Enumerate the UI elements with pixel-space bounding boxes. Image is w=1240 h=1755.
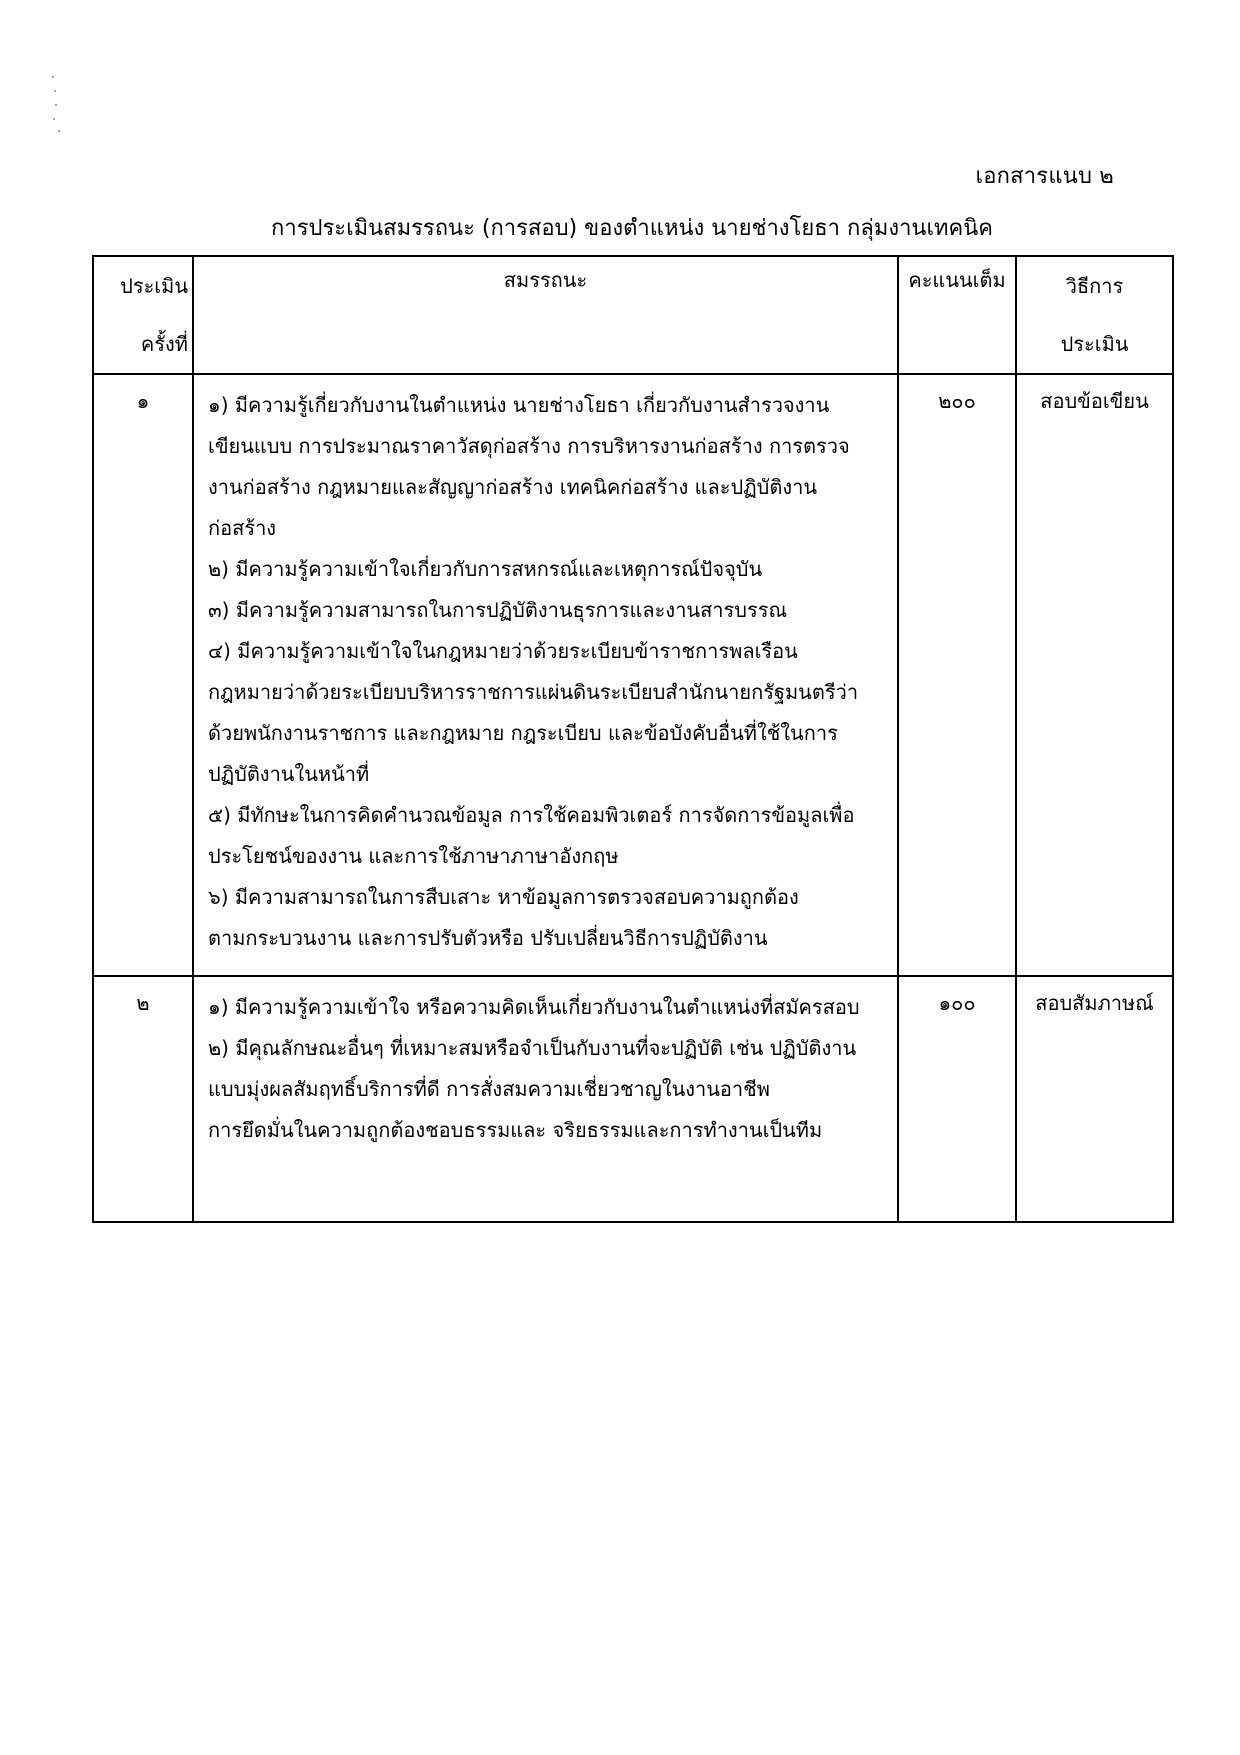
round-number: ๑ xyxy=(93,374,193,976)
competency-line: ๑) มีความรู้ความเข้าใจ หรือความคิดเห็นเกี่ยวกับงานในตำแหน่งที่สมัครสอบ xyxy=(208,995,860,1019)
assessment-method: สอบข้อเขียน xyxy=(1016,374,1173,976)
full-score-value: ๑๐๐ xyxy=(898,976,1016,1222)
competency-line: แบบมุ่งผลสัมฤทธิ์บริการที่ดี การสั่งสมความเชี่ยวชาญในงานอาชีพ xyxy=(208,1077,770,1101)
competency-line: ๑) มีความรู้เกี่ยวกับงานในตำแหน่ง นายช่างโยธา เกี่ยวกับงานสำรวจงาน xyxy=(208,393,830,417)
competency-line: ด้วยพนักงานราชการ และกฎหมาย กฎระเบียบ และข้อบังคับอื่นที่ใช้ในการ xyxy=(208,721,838,745)
header-round xyxy=(93,256,193,374)
scan-speck xyxy=(58,130,60,132)
competency-line: ตามกระบวนงาน และการปรับตัวหรือ ปรับเปลี่ยนวิธีการปฏิบัติงาน xyxy=(208,926,768,950)
header-competency: สมรรถนะ xyxy=(193,256,898,374)
competency-line: การยึดมั่นในความถูกต้องชอบธรรมและ จริยธรรมและการทำงานเป็นทีม xyxy=(208,1118,823,1142)
scan-speck xyxy=(54,90,56,92)
competency-line: งานก่อสร้าง กฎหมายและสัญญาก่อสร้าง เทคนิคก่อสร้าง และปฏิบัติงาน xyxy=(208,475,818,499)
attachment-label: เอกสารแนบ ๒ xyxy=(975,164,1114,189)
competency-line: ก่อสร้าง xyxy=(208,516,277,540)
table-row xyxy=(93,976,1173,1222)
competency-line: ๒) มีคุณลักษณะอื่นๆ ที่เหมาะสมหรือจำเป็นกับงานที่จะปฏิบัติ เช่น ปฏิบัติงาน xyxy=(208,1036,857,1060)
competency-line: ประโยชน์ของงาน และการใช้ภาษาภาษาอังกฤษ xyxy=(208,844,619,868)
table-row xyxy=(93,374,1173,976)
scan-speck xyxy=(52,76,54,78)
scan-speck xyxy=(55,104,57,106)
header-full-score: คะแนนเต็ม xyxy=(898,256,1016,374)
assessment-method: สอบสัมภาษณ์ xyxy=(1016,976,1173,1222)
round-number: ๒ xyxy=(93,976,193,1222)
competency-line: ๔) มีความรู้ความเข้าใจในกฎหมายว่าด้วยระเบียบข้าราชการพลเรือน xyxy=(208,639,798,663)
competency-list xyxy=(193,374,898,976)
competency-line: เขียนแบบ การประมาณราคาวัสดุก่อสร้าง การบริหารงานก่อสร้าง การตรวจ xyxy=(208,434,850,458)
header-method xyxy=(1016,256,1173,374)
competency-table xyxy=(92,255,1174,1223)
header-round-line2: ครั้งที่ xyxy=(140,332,188,356)
document-title: การประเมินสมรรถนะ (การสอบ) ของตำแหน่ง นายช่างโยธา กลุ่มงานเทคนิค xyxy=(271,216,993,241)
header-method-line2: ประเมิน xyxy=(1060,332,1129,356)
competency-line: ๓) มีความรู้ความสามารถในการปฏิบัติงานธุรการและงานสารบรรณ xyxy=(208,598,788,622)
full-score-value: ๒๐๐ xyxy=(898,374,1016,976)
competency-line: ๖) มีความสามารถในการสืบเสาะ หาข้อมูลการตรวจสอบความถูกต้อง xyxy=(208,885,799,909)
competency-line: ปฏิบัติงานในหน้าที่ xyxy=(208,762,370,786)
scan-speck xyxy=(53,118,55,120)
competency-list xyxy=(193,976,898,1222)
header-method-line1: วิธีการ xyxy=(1065,274,1124,298)
competency-line: กฎหมายว่าด้วยระเบียบบริหารราชการแผ่นดินระเบียบสำนักนายกรัฐมนตรีว่า xyxy=(208,680,859,704)
competency-line: ๒) มีความรู้ความเข้าใจเกี่ยวกับการสหกรณ์และเหตุการณ์ปัจจุบัน xyxy=(208,557,763,581)
header-round-line1: ประเมิน xyxy=(120,274,188,298)
table-header-row xyxy=(93,256,1173,374)
competency-line: ๕) มีทักษะในการคิดคำนวณข้อมูล การใช้คอมพิวเตอร์ การจัดการข้อมูลเพื่อ xyxy=(208,803,855,827)
